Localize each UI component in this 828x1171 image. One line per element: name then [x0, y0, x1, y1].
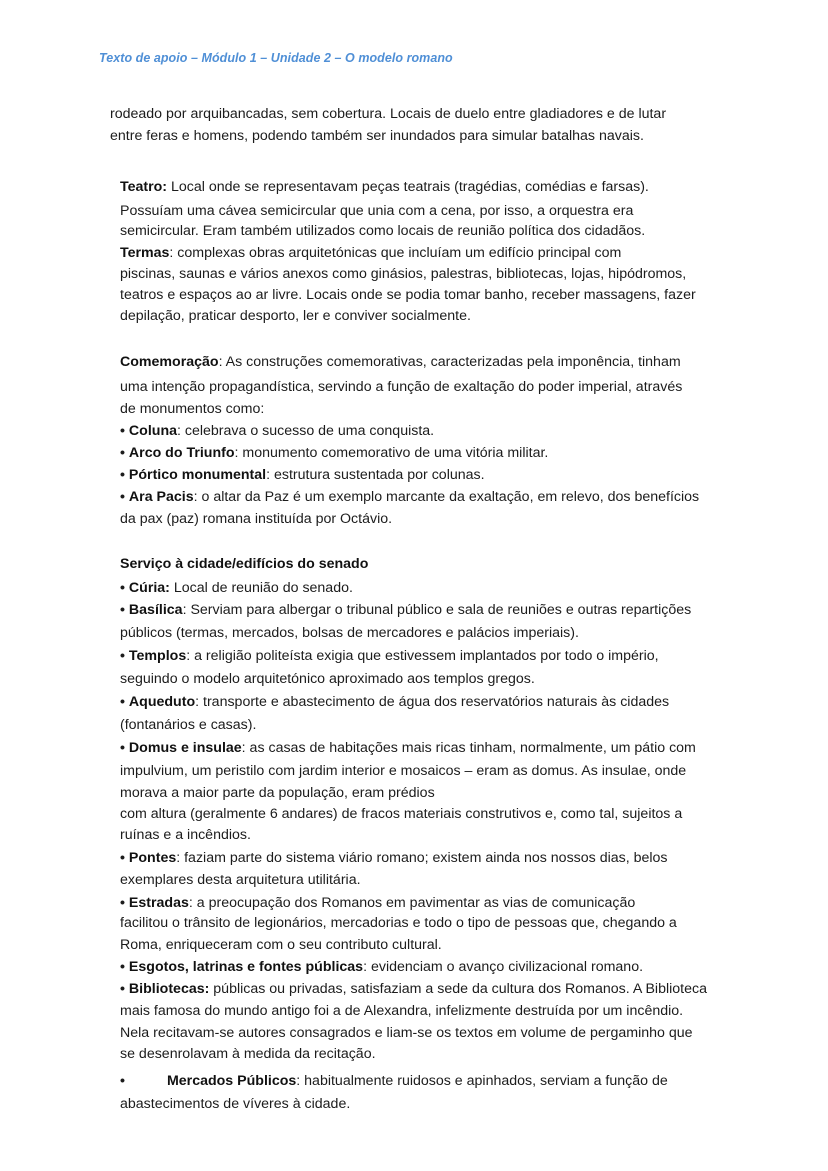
bullet-icon: •: [120, 423, 125, 439]
termas-line-4: depilação, praticar desporto, ler e conviver socialmente.: [120, 308, 471, 324]
list-item-domus-cont-2: morava a maior parte da população, eram prédios: [120, 785, 435, 801]
list-item-mercados-cont: abastecimentos de víveres à cidade.: [120, 1096, 351, 1112]
teatro-term: Teatro:: [120, 179, 168, 195]
bullet-icon: •: [120, 740, 125, 756]
list-item-curia: • Cúria: Local de reunião do senado.: [120, 580, 353, 596]
list-item-basilica: • Basílica: Serviam para albergar o tribunal público e sala de reuniões e outras repartições: [120, 602, 692, 618]
list-item-bibliotecas: • Bibliotecas: públicas ou privadas, satisfaziam a sede da cultura dos Romanos. A Biblioteca: [120, 981, 707, 997]
termas-line-1: Termas: complexas obras arquitetónicas que incluíam um edifício principal com: [120, 245, 622, 261]
list-item-ara-pacis: • Ara Pacis: o altar da Paz é um exemplo marcante da exaltação, em relevo, dos benefícios: [120, 489, 700, 505]
bullet-icon: •: [120, 489, 125, 505]
intro-line-2: entre feras e homens, podendo também ser inundados para simular batalhas navais.: [110, 128, 644, 144]
bullet-icon: •: [120, 981, 125, 997]
bullet-icon: •: [120, 694, 125, 710]
comemoracao-line-2: uma intenção propagandística, servindo a função de exaltação do poder imperial, através: [120, 379, 683, 395]
bullet-icon: •: [120, 445, 125, 461]
list-item-aqueduto-cont: (fontanários e casas).: [120, 717, 257, 733]
section-heading-servico: Serviço à cidade/edifícios do senado: [120, 556, 369, 572]
list-item-domus-insulae: • Domus e insulae: as casas de habitações mais ricas tinham, normalmente, um pátio com: [120, 740, 696, 756]
teatro-line-3: semicircular. Eram também utilizados como locais de reunião política dos cidadãos.: [120, 223, 646, 239]
termas-line-2: piscinas, saunas e vários anexos como ginásios, palestras, bibliotecas, lojas, hipódromos,: [120, 266, 687, 282]
list-item-ara-pacis-cont: da pax (paz) romana instituída por Octávio.: [120, 511, 393, 527]
list-item-estradas: • Estradas: a preocupação dos Romanos em pavimentar as vias de comunicação: [120, 895, 636, 911]
list-item-aqueduto: • Aqueduto: transporte e abastecimento de água dos reservatórios naturais às cidades: [120, 694, 670, 710]
list-item-templos: • Templos: a religião politeísta exigia que estivessem implantados por todo o império,: [120, 648, 659, 664]
bullet-icon: •: [120, 648, 125, 664]
list-item-templos-cont: seguindo o modelo arquitetónico aproximado aos templos gregos.: [120, 671, 535, 687]
comemoracao-line-3: de monumentos como:: [120, 401, 265, 417]
list-item-bibliotecas-cont-1: mais famosa do mundo antigo foi a de Alexandra, infelizmente destruída por um incêndio.: [120, 1003, 684, 1019]
bullet-icon: •: [120, 602, 125, 618]
list-item-arco-do-triunfo: • Arco do Triunfo: monumento comemorativo de uma vitória militar.: [120, 445, 549, 461]
list-item-pontes: • Pontes: faziam parte do sistema viário romano; existem ainda nos nossos dias, belos: [120, 850, 668, 866]
list-item-estradas-cont-1: facilitou o trânsito de legionários, mercadorias e todo o tipo de pessoas que, chegando a: [120, 915, 677, 931]
list-item-portico-monumental: • Pórtico monumental: estrutura sustentada por colunas.: [120, 467, 485, 483]
list-item-bibliotecas-cont-2: Nela recitavam-se autores consagrados e liam-se os textos em volume de pergaminho que: [120, 1025, 693, 1041]
teatro-line-2: Possuíam uma cávea semicircular que unia com a cena, por isso, a orquestra era: [120, 203, 634, 219]
bullet-icon: •: [120, 1073, 125, 1089]
list-item-domus-cont-3: com altura (geralmente 6 andares) de fracos materiais construtivos e, como tal, sujeitos a: [120, 806, 683, 822]
termas-line-3: teatros e espaços ao ar livre. Locais onde se podia tomar banho, receber massagens, fazer: [120, 287, 696, 303]
comemoracao-line-1: Comemoração: As construções comemorativas, caracterizadas pela imponência, tinham: [120, 354, 681, 370]
bullet-icon: •: [120, 959, 125, 975]
intro-line-1: rodeado por arquibancadas, sem cobertura. Locais de duelo entre gladiadores e de lutar: [110, 106, 667, 122]
termas-term: Termas: [120, 245, 170, 261]
bullet-icon: •: [120, 850, 125, 866]
list-item-esgotos: • Esgotos, latrinas e fontes públicas: evidenciam o avanço civilizacional romano.: [120, 959, 644, 975]
list-item-mercados: • Mercados Públicos: habitualmente ruidosos e apinhados, serviam a função de: [120, 1073, 668, 1089]
list-item-basilica-cont: públicos (termas, mercados, bolsas de mercadores e palácios imperiais).: [120, 625, 579, 641]
list-item-domus-cont-1: impulvium, um peristilo com jardim interior e mosaicos – eram as domus. As insulae, onde: [120, 763, 687, 779]
comemoracao-term: Comemoração: [120, 354, 219, 370]
teatro-line-1: Teatro: Local onde se representavam peças teatrais (tragédias, comédias e farsas).: [120, 179, 649, 195]
bullet-icon: •: [120, 895, 125, 911]
bullet-icon: •: [120, 580, 125, 596]
list-item-estradas-cont-2: Roma, enriqueceram com o seu contributo cultural.: [120, 937, 442, 953]
list-item-coluna: • Coluna: celebrava o sucesso de uma conquista.: [120, 423, 435, 439]
list-item-domus-cont-4: ruínas e a incêndios.: [120, 827, 251, 843]
bullet-icon: •: [120, 467, 125, 483]
list-item-bibliotecas-cont-3: se desenrolavam à medida da recitação.: [120, 1046, 376, 1062]
page-header: Texto de apoio – Módulo 1 – Unidade 2 – O modelo romano: [99, 51, 453, 65]
list-item-pontes-cont: exemplares desta arquitetura utilitária.: [120, 872, 361, 888]
